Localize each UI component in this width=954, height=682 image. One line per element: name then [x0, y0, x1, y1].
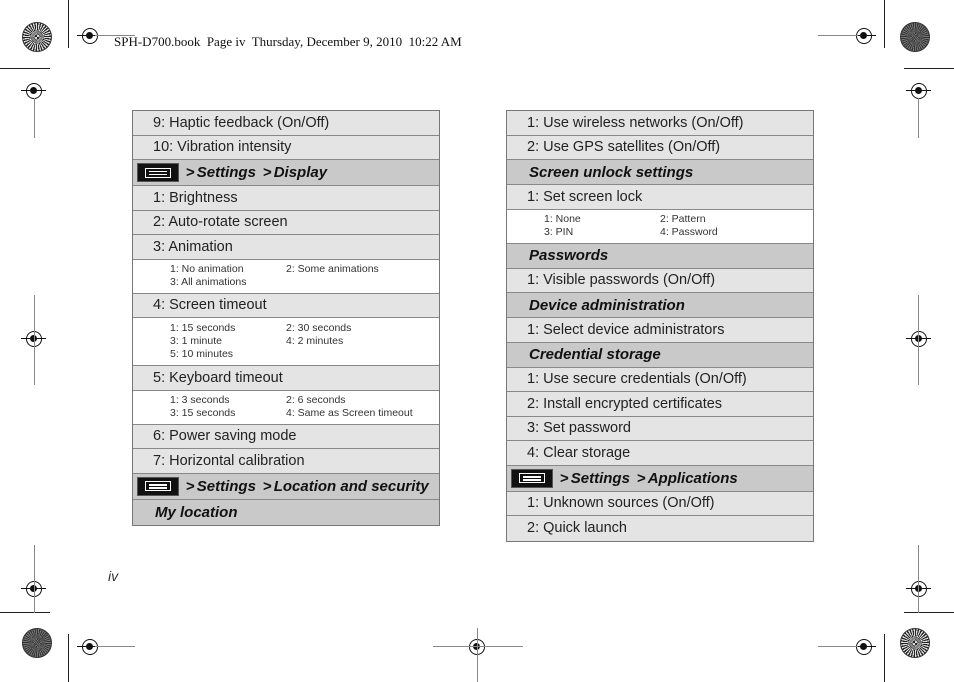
section-heading [507, 244, 813, 269]
path-separator: > [186, 477, 195, 495]
menu-path-heading [133, 474, 439, 500]
options-list [133, 391, 439, 425]
option-value: 2: Pattern [660, 213, 706, 225]
menu-item-row [133, 111, 439, 136]
option-value: 3: All animations [170, 276, 247, 288]
path-separator: > [560, 469, 569, 487]
crop-mark [884, 634, 885, 682]
crop-mark [918, 545, 919, 613]
crop-mark [68, 634, 69, 682]
crop-mark [0, 68, 50, 69]
section-heading [133, 500, 439, 525]
crop-mark [818, 35, 858, 36]
crosshair-icon [856, 28, 872, 44]
options-list [133, 318, 439, 366]
section-heading-label: Device administration [529, 296, 685, 314]
crosshair-icon [82, 639, 98, 655]
menu-item-row [507, 111, 813, 136]
registration-star-icon [900, 22, 930, 52]
menu-path-label: Settings [196, 164, 256, 181]
option-value: 4: 2 minutes [286, 335, 344, 347]
option-value: 3: 1 minute [170, 335, 222, 347]
menu-path-label: Display [273, 164, 328, 181]
menu-item-label: 1: Use wireless networks (On/Off) [527, 114, 744, 131]
section-heading-label: Screen unlock settings [529, 163, 694, 181]
settings-table-right [506, 110, 814, 542]
menu-key-icon [511, 469, 553, 488]
menu-item-label: 4: Clear storage [527, 444, 631, 461]
menu-item-label: 5: Keyboard timeout [153, 369, 283, 386]
crop-mark [904, 68, 954, 69]
option-value: 4: Same as Screen timeout [286, 407, 413, 419]
menu-path-label: Applications [647, 469, 738, 487]
option-value: 1: No animation [170, 263, 244, 275]
crosshair-icon [856, 639, 872, 655]
crosshair-icon [911, 581, 927, 597]
menu-key-icon [137, 477, 179, 496]
menu-path-label: Location and security [273, 477, 429, 495]
path-separator: > [262, 164, 272, 181]
crop-mark [477, 628, 478, 682]
menu-item-row [507, 269, 813, 294]
path-separator: > [262, 477, 272, 495]
crop-mark [0, 612, 50, 613]
crop-mark [68, 0, 69, 48]
section-heading [507, 343, 813, 368]
menu-item-row [507, 318, 813, 343]
crop-mark [818, 646, 858, 647]
menu-item-label: 1: Brightness [153, 189, 238, 206]
path-separator: > [636, 469, 646, 487]
menu-item-row [133, 366, 439, 391]
path-separator: > [186, 164, 195, 181]
menu-item-row [133, 211, 439, 236]
menu-key-icon [137, 163, 179, 182]
menu-item-row [507, 136, 813, 161]
menu-item-label: 6: Power saving mode [153, 428, 297, 445]
menu-item-label: 2: Use GPS satellites (On/Off) [527, 139, 721, 156]
option-value: 2: 6 seconds [286, 394, 346, 406]
menu-item-row [133, 425, 439, 450]
menu-item-label: 7: Horizontal calibration [153, 452, 305, 469]
menu-item-label: 1: Visible passwords (On/Off) [527, 272, 716, 289]
crosshair-icon [911, 331, 927, 347]
option-value: 1: 3 seconds [170, 394, 230, 406]
menu-item-label: 2: Auto-rotate screen [153, 214, 288, 231]
page-number: iv [108, 568, 119, 584]
menu-item-label: 2: Install encrypted certificates [527, 395, 723, 412]
option-value: 5: 10 minutes [170, 348, 234, 360]
menu-item-row [133, 136, 439, 161]
menu-item-label: 1: Set screen lock [527, 188, 643, 205]
menu-item-row [507, 417, 813, 442]
menu-path-label: Settings [196, 477, 256, 495]
menu-item-label: 1: Use secure credentials (On/Off) [527, 371, 747, 388]
crosshair-icon [26, 83, 42, 99]
option-value: 1: 15 seconds [170, 322, 236, 334]
menu-item-row [507, 185, 813, 210]
registration-star-icon [22, 22, 52, 52]
menu-item-row [133, 294, 439, 319]
crop-mark [904, 612, 954, 613]
menu-item-label: 2: Quick launch [527, 520, 627, 537]
crop-mark [918, 295, 919, 385]
menu-item-label: 1: Select device administrators [527, 321, 725, 338]
crop-mark [34, 545, 35, 613]
option-value: 2: 30 seconds [286, 322, 352, 334]
crop-mark [918, 98, 919, 138]
menu-item-row [507, 392, 813, 417]
menu-item-label: 3: Set password [527, 420, 631, 437]
menu-path-heading [133, 160, 439, 186]
option-value: 1: None [544, 213, 581, 225]
options-list [507, 210, 813, 244]
registration-star-icon [22, 628, 52, 658]
option-value: 4: Password [660, 226, 718, 238]
registration-star-icon [900, 628, 930, 658]
menu-item-row [507, 492, 813, 517]
section-heading-label: Credential storage [529, 346, 661, 363]
section-heading-label: Passwords [529, 247, 609, 264]
crop-mark [433, 646, 523, 647]
settings-table-left [132, 110, 440, 526]
menu-item-row [133, 449, 439, 474]
crosshair-icon [911, 83, 927, 99]
option-value: 3: PIN [544, 226, 574, 238]
options-list [133, 260, 439, 294]
menu-item-row [133, 186, 439, 211]
option-value: 2: Some animations [286, 263, 379, 275]
section-heading [507, 293, 813, 318]
crop-mark [34, 295, 35, 385]
menu-item-label: 3: Animation [153, 238, 233, 255]
crop-mark [884, 0, 885, 48]
menu-item-row [507, 441, 813, 466]
crop-mark [95, 646, 135, 647]
section-heading-label: My location [155, 503, 238, 521]
option-value: 3: 15 seconds [170, 407, 236, 419]
menu-item-row [507, 516, 813, 541]
menu-item-row [133, 235, 439, 260]
menu-item-label: 4: Screen timeout [153, 297, 267, 314]
section-heading [507, 160, 813, 185]
crosshair-icon [82, 28, 98, 44]
menu-item-label: 9: Haptic feedback (On/Off) [153, 114, 330, 131]
menu-path-heading [507, 466, 813, 492]
menu-item-label: 1: Unknown sources (On/Off) [527, 495, 715, 512]
crop-mark [34, 98, 35, 138]
menu-path-label: Settings [570, 469, 630, 487]
menu-item-label: 10: Vibration intensity [153, 139, 292, 156]
page-header: SPH-D700.book Page iv Thursday, December 9, 2010 10:22 AM [114, 34, 462, 49]
menu-item-row [507, 368, 813, 393]
